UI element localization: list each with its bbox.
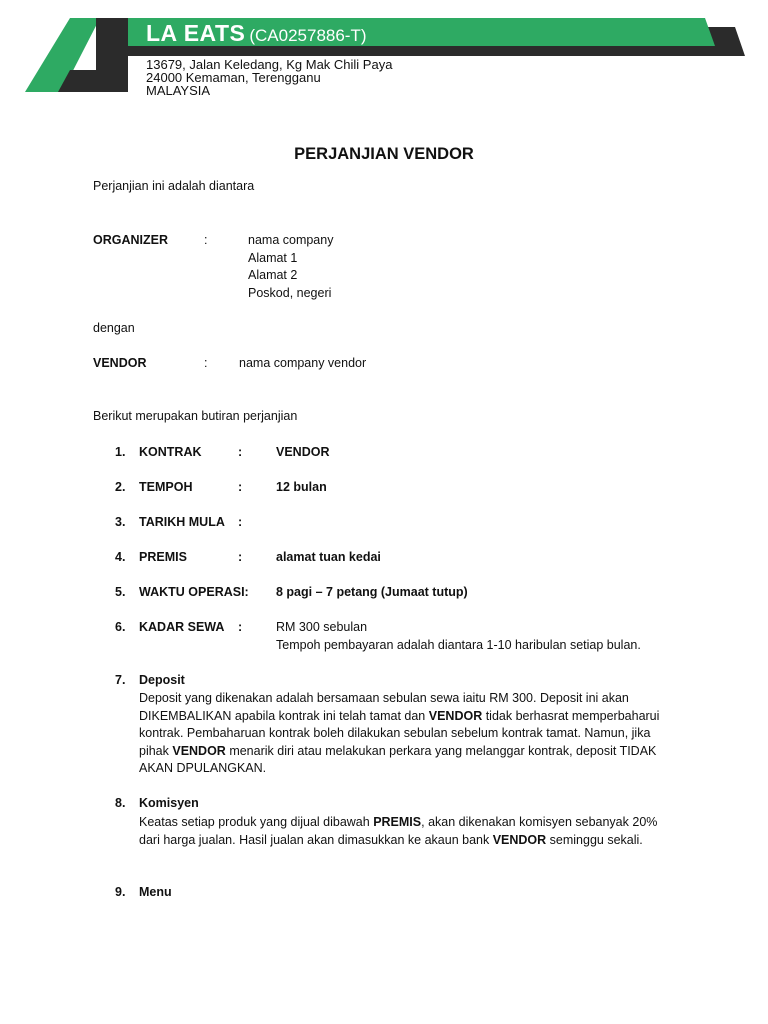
item-value: 8 pagi – 7 petang (Jumaat tutup): [276, 585, 468, 599]
item-colon: :: [238, 515, 243, 529]
item-label: TARIKH MULA: [139, 515, 225, 529]
organizer-line: nama company: [248, 233, 334, 247]
deposit-heading: Deposit: [139, 673, 185, 687]
komisyen-paragraph: Keatas setiap produk yang dijual dibawah PREMIS, akan dikenakan komisyen sebanyak 20% dari harga jualan. Hasil jualan akan dimasukkan ke akaun bank VENDOR seminggu sekali.: [139, 815, 658, 847]
item-number: 9.: [115, 885, 126, 899]
item-label: PREMIS: [139, 550, 187, 564]
item-colon: :: [238, 620, 243, 634]
intro-text: Perjanjian ini adalah diantara: [93, 179, 255, 193]
organizer-line: Poskod, negeri: [248, 286, 332, 300]
document-title: PERJANJIAN VENDOR: [294, 145, 474, 163]
vendor-label: VENDOR: [93, 356, 147, 370]
item-number: 2.: [115, 480, 126, 494]
item-number: 6.: [115, 620, 126, 634]
letterhead: [0, 0, 768, 110]
item-value: VENDOR: [276, 445, 330, 459]
vendor-colon: :: [204, 356, 208, 370]
item-number: 5.: [115, 585, 126, 599]
item-number: 1.: [115, 445, 126, 459]
item-number: 4.: [115, 550, 126, 564]
deposit-paragraph: Deposit yang dikenakan adalah bersamaan sebulan sewa iaitu RM 300. Deposit ini akan DIKEMBALIKAN apabila kontrak ini telah tamat dan VENDOR tidak berhasrat memperbaharui kontrak. Pembaharuan kontrak boleh dilakukan sebulan sebelum kontrak tamat. Namun, jika pihak VENDOR menarik diri atau melakukan perkara yang melanggar kontrak, deposit TIDAK AKAN DPULANGKAN.: [139, 691, 660, 776]
vendor-value: nama company vendor: [239, 356, 367, 370]
company-name: LA EATS (CA0257886-T): [146, 20, 367, 46]
item-label: TEMPOH: [139, 480, 193, 494]
company-address: [146, 58, 392, 97]
organizer-line: Alamat 2: [248, 268, 298, 282]
item-number: 7.: [115, 673, 126, 687]
item-value-note: Tempoh pembayaran adalah diantara 1-10 haribulan setiap bulan.: [276, 638, 641, 652]
item-colon: :: [238, 445, 243, 459]
item-label: KONTRAK: [139, 445, 202, 459]
item-number: 8.: [115, 796, 126, 810]
address-line: MALAYSIA: [146, 83, 211, 98]
menu-heading: Menu: [139, 885, 172, 899]
details-intro: Berikut merupakan butiran perjanjian: [93, 409, 298, 423]
item-colon: :: [238, 480, 243, 494]
item-value: RM 300 sebulan: [276, 620, 368, 634]
organizer-colon: :: [204, 233, 208, 247]
item-label: KADAR SEWA: [139, 620, 225, 634]
dengan-text: dengan: [93, 321, 135, 335]
address-line: 13679, Jalan Keledang, Kg Mak Chili Paya: [146, 57, 393, 72]
address-line: 24000 Kemaman, Terengganu: [146, 70, 321, 85]
komisyen-heading: Komisyen: [139, 796, 199, 810]
item-colon: :: [238, 550, 243, 564]
organizer-label: ORGANIZER: [93, 233, 168, 247]
item-label: WAKTU OPERASI:: [139, 585, 249, 599]
organizer-line: Alamat 1: [248, 251, 298, 265]
item-value: alamat tuan kedai: [276, 550, 381, 564]
item-value: 12 bulan: [276, 480, 327, 494]
item-number: 3.: [115, 515, 126, 529]
